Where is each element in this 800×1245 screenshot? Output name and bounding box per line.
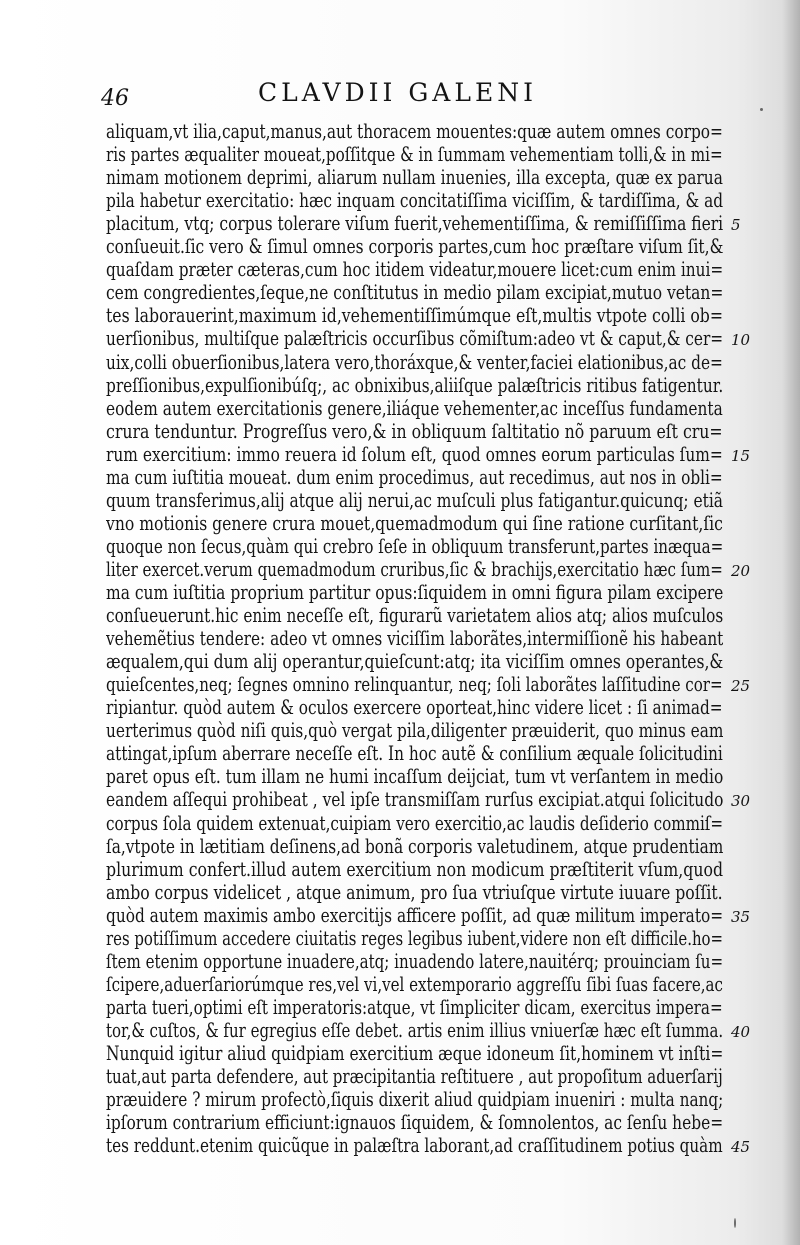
text-line: liter exercet.verum quemadmodum cruribus,ſic & brachijs,exercitatio hæc ſum= [106, 557, 723, 581]
text-line: corpus ſola quidem extenuat,cuipiam vero exercitio,ac laudis deſiderio commiſ= [106, 811, 723, 835]
text-line: tes reddunt.etenim quicũque in palæſtra laborant,ad craſſitudinem potius quàm [106, 1134, 723, 1158]
text-line: tuat,aut parta defendere, aut præcipitantia reſtituere , aut propoſitum aduerſarij [106, 1065, 723, 1089]
text-line: æqualem,qui dum alij operantur,quieſcunt:atq; ita viciſſim omnes operantes,& [106, 650, 723, 674]
text-line: ſa,vtpote in lætitiam deſinens,ad bonã corporis valetudinem, atque prudentiam [106, 834, 723, 858]
text-line: eodem autem exercitationis genere,iliáque vehementer,ac inceſſus fundamenta [106, 396, 723, 420]
text-line: conſueuit.ſic vero & ſimul omnes corporis partes,cum hoc præſtare viſum ſit,& [106, 235, 723, 259]
text-line: quoque non ſecus,quàm qui crebro ſeſe in obliquum transferunt,partes inæqua= [106, 534, 723, 558]
ink-speck [760, 108, 763, 111]
marginal-line-number: 10 [731, 331, 751, 350]
text-line: cem congredientes,ſeque,ne conſtitutus in medio pilam excipiat,mutuo vetan= [106, 281, 723, 305]
text-line: ripiantur. quòd autem & oculos exercere oporteat,hinc videre licet : ſi animad= [106, 696, 723, 720]
text-line: crura tenduntur. Progreſſus vero,& in obliquum ſaltitatio nõ paruum eſt cru= [106, 419, 723, 443]
text-line: Nunquid igitur aliud quidpiam exercitium æque idoneum ſit,hominem vt inſti= [106, 1042, 723, 1065]
text-line: uix,colli obuerſionibus,latera vero,thoráxque,& venter,faciei elationibus,ac de= [106, 350, 723, 374]
text-line: ma cum iuſtitia proprium partitur opus:ſiquidem in omni figura pilam excipere [106, 581, 723, 604]
text-line: placitum, vtq; corpus tolerare viſum fuerit,vehementiſſima, & remiſſiſſima fieri [106, 212, 723, 236]
text-line: plurimum confert.illud autem exercitium non modicum præſtiterit vſum,quod [106, 857, 723, 881]
text-line: attingat,ipſum aberrare neceſſe eſt. In hoc autẽ & conſilium æquale ſolicitudini [106, 742, 723, 766]
text-line: quieſcentes,neq; ſegnes omnino relinquantur, neq; ſoli laborãtes laſſitudine cor= [106, 673, 723, 697]
text-line: pila habetur exercitatio: hæc inquam concitatiſſima viciſſim, & tardiſſima, & ad [106, 189, 723, 213]
marginal-line-number: 35 [731, 907, 751, 926]
text-line: ſtem etenim opportune inuadere,atq; inuadendo latere,nauitérq; prouinciam ſu= [106, 949, 723, 973]
text-line: tor,& cuſtos, & fur egregius eſſe debet. artis enim illius vniuerſæ hæc eſt ſumma. [106, 1018, 723, 1042]
text-line: aliquam,vt ilia,caput,manus,aut thoracem mouentes:quæ autem omnes corpo= [106, 120, 723, 143]
text-line: conſueuerunt.hic enim neceſſe eſt, figurarũ varietatem alios atq; alios muſculos [106, 604, 723, 628]
text-line: paret opus eſt. tum illam ne humi incaſſum deijciat, tum vt verſantem in medio [106, 765, 723, 789]
text-line: ipſorum contrarium efficiunt:ignauos ſiquidem, & ſomnolentos, ac ſenſu hebe= [106, 1111, 723, 1135]
text-line: quòd autem maximis ambo exercitijs afficere poſſit, ad quæ militum imperato= [106, 903, 723, 927]
text-line: ſcipere,aduerſariorúmque res,vel vi,vel extemporario aggreſſu ſibi ſuas facere,ac [106, 972, 723, 996]
text-line: ris partes æqualiter moueat,poſſitque & in ſummam vehementiam tolli,& in mi= [106, 143, 723, 167]
marginal-line-number: 15 [731, 446, 751, 465]
text-line: ma cum iuſtitia moueat. dum enim procedimus, aut recedimus, aut nos in obli= [106, 465, 723, 489]
text-line: eandem aſſequi prohibeat , vel ipſe transmiſſam rurſus excipiat.atqui ſolicitudo [106, 788, 723, 812]
ink-speck [734, 1218, 736, 1228]
text-line: præuidere ? mirum profectò,ſiquis dixerit aliud quidpiam inueniri : multa nanq; [106, 1088, 723, 1112]
text-line: ambo corpus videlicet , atque animum, pro ſua vtriuſque virtute iuuare poſſit. [106, 880, 723, 904]
text-line: uerſionibus, multiſque palæſtricis occurſibus cõmiſtum:adeo vt & caput,& cer= [106, 327, 723, 351]
page-number: 46 [101, 86, 129, 111]
text-line: nimam motionem deprimi, aliarum nullam inuenies, illa excepta, quæ ex parua [106, 166, 723, 190]
marginal-line-number: 25 [731, 677, 751, 696]
text-line: vno motionis genere crura mouet,quemadmodum qui ſine ratione curſitant,ſic [106, 511, 723, 535]
marginal-line-number: 45 [731, 1138, 751, 1157]
text-line: vehemẽtius tendere: adeo vt omnes viciſſim laborãtes,intermiſſionẽ his habeant [106, 627, 723, 651]
marginal-line-number: 5 [731, 216, 741, 235]
marginal-line-number: 20 [731, 561, 751, 580]
text-line: quum transferimus,alij atque alij nerui,ac muſculi plus fatigantur.quicunq; etiã [106, 488, 723, 512]
marginal-line-number: 40 [731, 1022, 751, 1041]
text-line: preſſionibus,expulſionibúſq;, ac obnixibus,aliiſque palæſtricis ritibus fatigentur. [106, 373, 723, 397]
text-line: parta tueri,optimi eſt imperatoris:atque, vt ſimpliciter dicam, exercitus impera= [106, 995, 723, 1019]
running-head: CLAVDII GALENI [258, 78, 537, 107]
text-line: rum exercitium: immo reuera id ſolum eſt, quod omnes eorum particulas ſum= [106, 442, 723, 466]
text-line: quaſdam præter cæteras,cum hoc itidem videatur,mouere licet:cum enim inui= [106, 258, 723, 282]
text-line: res potiſſimum accedere ciuitatis reges legibus iubent,videre non eſt difficile.ho= [106, 926, 723, 950]
text-line: tes laborauerint,maximum id,vehementiſſimúmque eſt,multis vtpote colli ob= [106, 304, 723, 328]
text-line: uerterimus quòd niſi quis,quò vergat pila,diligenter præuiderit, quo minus eam [106, 719, 723, 743]
marginal-line-number: 30 [731, 792, 751, 811]
